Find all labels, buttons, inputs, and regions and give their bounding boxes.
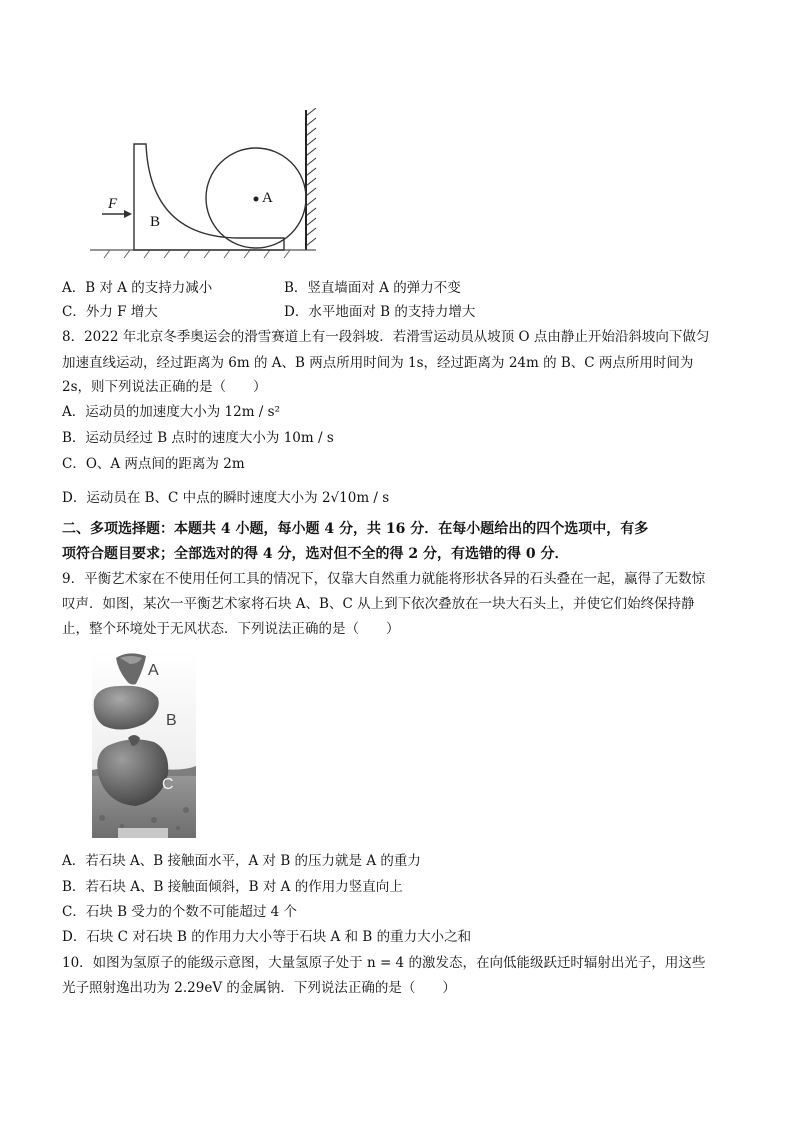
- q8-stem-line-3: 2s，则下列说法正确的是（ ）: [62, 379, 267, 395]
- q8-stem-line-1: 8．2022 年北京冬季奥运会的滑雪赛道上有一段斜坡．若滑雪运动员从坡顶 O 点由静止开始沿斜坡向下做匀: [62, 329, 710, 345]
- q9-option-a: A．若石块 A、B 接触面水平，A 对 B 的压力就是 A 的重力: [62, 853, 421, 869]
- q9-stem-line-3: 止，整个环境处于无风状态．下列说法正确的是（ ）: [62, 621, 400, 637]
- q9-figure-label-b: B: [166, 712, 177, 729]
- q7-option-c: C．外力 F 增大: [62, 304, 158, 320]
- q9-figure-label-a: A: [148, 662, 159, 679]
- q8-option-c: C．O、A 两点间的距离为 2m: [62, 456, 245, 472]
- q9-stem-line-1: 9．平衡艺术家在不使用任何工具的情况下，仅靠大自然重力就能将形状各异的石头叠在一起，赢得了无数惊: [62, 571, 706, 587]
- q7-option-a: A．B 对 A 的支持力减小: [62, 280, 213, 296]
- q8-option-b: B．运动员经过 B 点时的速度大小为 10m / s: [62, 430, 334, 446]
- q9-option-b: B．若石块 A、B 接触面倾斜，B 对 A 的作用力竖直向上: [62, 879, 403, 895]
- q9-stem-line-2: 叹声．如图，某次一平衡艺术家将石块 A、B、C 从上到下依次叠放在一块大石头上，并使它们始终保持静: [62, 596, 695, 612]
- q8-stem-line-2: 加速直线运动，经过距离为 6m 的 A、B 两点所用时间为 1s，经过距离为 24m 的 B、C 两点所用时间为: [62, 355, 694, 371]
- section2-heading-line-2: 项符合题目要求；全部选对的得 4 分，选对但不全的得 2 分，有选错的得 0 分．: [62, 546, 569, 562]
- q7-option-b: B．竖直墙面对 A 的弹力不变: [284, 280, 461, 296]
- figure1-label-f: F: [108, 196, 118, 212]
- figure-block-ball-wall: [90, 108, 330, 268]
- q8-option-d: D．运动员在 B、C 中点的瞬时速度大小为 2√10m / s: [62, 490, 390, 506]
- section2-heading-line-1: 二、多项选择题：本题共 4 小题，每小题 4 分，共 16 分．在每小题给出的四个选项中，有多: [62, 521, 649, 537]
- figure-stacked-stones-photo: [92, 650, 196, 838]
- q8-option-a: A．运动员的加速度大小为 12m / s²: [62, 404, 280, 420]
- q9-option-d: D．石块 C 对石块 B 的作用力大小等于石块 A 和 B 的重力大小之和: [62, 929, 472, 945]
- figure1-label-b: B: [150, 214, 161, 230]
- figure1-label-a: A: [262, 190, 273, 206]
- q9-option-c: C．石块 B 受力的个数不可能超过 4 个: [62, 904, 298, 920]
- q10-stem-line-2: 光子照射逸出功为 2.29eV 的金属钠．下列说法正确的是（ ）: [62, 980, 456, 996]
- q7-option-d: D．水平地面对 B 的支持力增大: [284, 304, 476, 320]
- q9-figure-label-c: C: [162, 776, 174, 793]
- q10-stem-line-1: 10．如图为氢原子的能级示意图，大量氢原子处于 n = 4 的激发态，在向低能级跃迁时辐射出光子，用这些: [62, 955, 706, 971]
